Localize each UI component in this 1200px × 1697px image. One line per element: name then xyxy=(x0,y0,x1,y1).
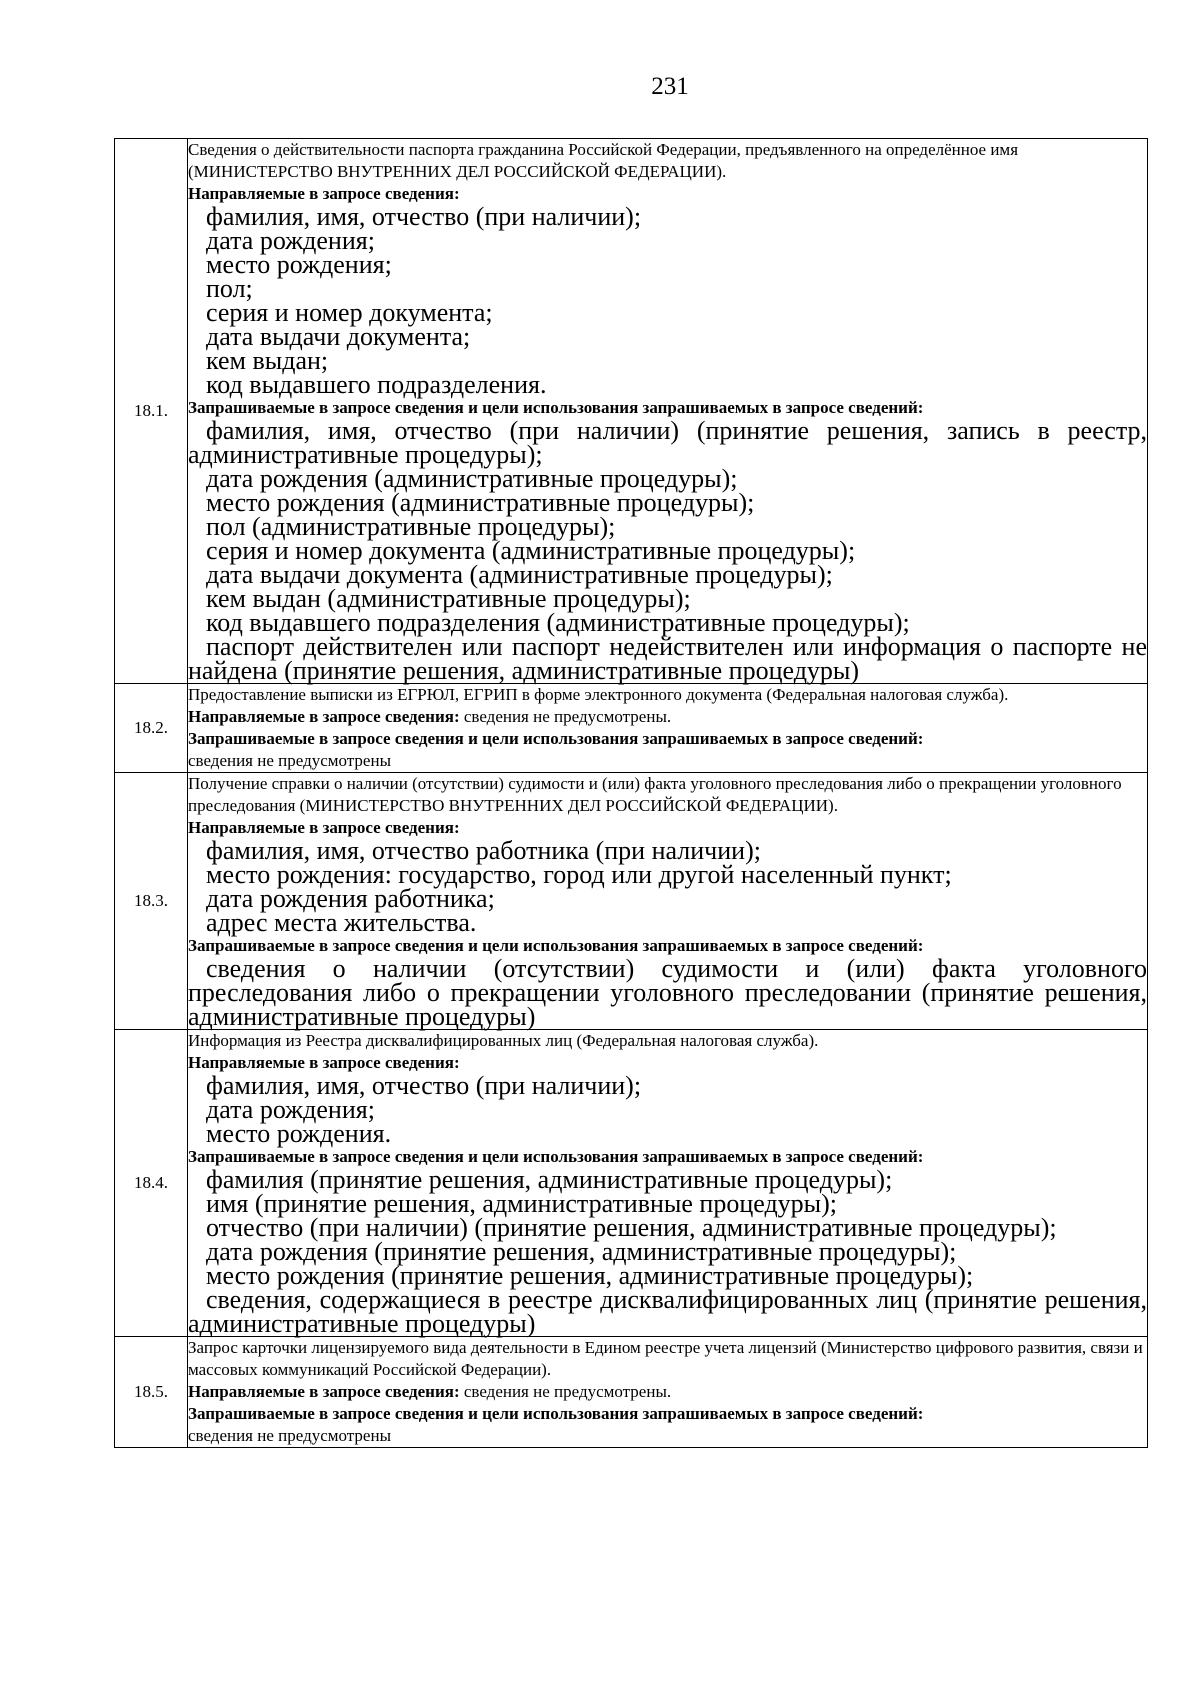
row-number: 18.1. xyxy=(115,139,188,684)
list-item: кем выдан (административные процедуры); xyxy=(206,584,691,613)
list-item: отчество (при наличии) (принятие решения, административные процедуры); xyxy=(206,1213,1057,1242)
list-item: кем выдан; xyxy=(206,346,329,375)
requested-label: Запрашиваемые в запросе сведения и цели использования запрашиваемых в запросе сведений: xyxy=(188,398,924,417)
list-item: дата рождения (административные процедуры); xyxy=(206,464,738,493)
list-item: дата рождения (принятие решения, административные процедуры); xyxy=(206,1237,957,1266)
list-item: фамилия, имя, отчество (при наличии); xyxy=(206,1071,642,1100)
sent-line xyxy=(188,706,1147,728)
sent-note: сведения не предусмотрены. xyxy=(463,707,672,726)
service-title: Запрос карточки лицензируемого вида деятельности в Едином реестре учета лицензий (Министерство цифрового развития, связи и массовых коммуникаций Российской Федерации). xyxy=(188,1338,1143,1379)
list-item: место рождения (принятие решения, административные процедуры); xyxy=(206,1261,974,1290)
row-number: 18.2. xyxy=(115,684,188,773)
requested-label: Запрашиваемые в запросе сведения и цели использования запрашиваемых в запросе сведений: xyxy=(188,936,924,955)
list-item: фамилия (принятие решения, административные процедуры); xyxy=(206,1165,893,1194)
list-item: место рождения (административные процедуры); xyxy=(206,488,755,517)
list-item: пол (административные процедуры); xyxy=(206,512,616,541)
list-item: сведения, содержащиеся в реестре дисквалифицированных лиц (принятие решения, административные процедуры) xyxy=(188,1285,1147,1338)
list-item: фамилия, имя, отчество (при наличии) (принятие решения, запись в реестр, административные процедуры); xyxy=(188,416,1147,469)
services-table xyxy=(114,138,1148,1448)
table-row xyxy=(115,1030,1148,1337)
table-row xyxy=(115,684,1148,773)
requested-label: Запрашиваемые в запросе сведения и цели использования запрашиваемых в запросе сведений: xyxy=(188,729,924,748)
requested-note: сведения не предусмотрены xyxy=(188,1426,391,1445)
sent-label: Направляемые в запросе сведения: xyxy=(188,184,460,203)
row-number: 18.4. xyxy=(115,1030,188,1337)
service-title: Информация из Реестра дисквалифицированных лиц (Федеральная налоговая служба). xyxy=(188,1031,819,1050)
row-number: 18.3. xyxy=(115,773,188,1030)
list-item: адрес места жительства. xyxy=(206,908,477,937)
requested-note: сведения не предусмотрены xyxy=(188,751,391,770)
table-row xyxy=(115,773,1148,1030)
list-item: дата выдачи документа; xyxy=(206,322,471,351)
list-item: серия и номер документа; xyxy=(206,298,493,327)
list-item: дата рождения; xyxy=(206,1095,375,1124)
list-item: сведения о наличии (отсутствии) судимости и (или) факта уголовного преследования либо о прекращении уголовного преследовании (принятие решения, административные процедуры) xyxy=(188,954,1147,1031)
sent-label: Направляемые в запросе сведения: xyxy=(188,1053,460,1072)
requested-label: Запрашиваемые в запросе сведения и цели использования запрашиваемых в запросе сведений: xyxy=(188,1404,924,1423)
list-item: код выдавшего подразделения (административные процедуры); xyxy=(206,608,910,637)
list-item: фамилия, имя, отчество работника (при наличии); xyxy=(206,836,761,865)
sent-line xyxy=(188,1381,1147,1403)
row-number: 18.5. xyxy=(115,1337,188,1448)
row-content xyxy=(188,684,1148,773)
row-content xyxy=(188,139,1148,684)
list-item: место рождения: государство, город или другой населенный пункт; xyxy=(206,860,952,889)
list-item: фамилия, имя, отчество (при наличии); xyxy=(206,202,642,231)
list-item: паспорт действителен или паспорт недействителен или информация о паспорте не найдена (принятие решения, административные процедуры) xyxy=(188,632,1147,685)
list-item: дата рождения работника; xyxy=(206,884,495,913)
sent-label: Направляемые в запросе сведения: xyxy=(188,1382,460,1401)
row-content xyxy=(188,1337,1148,1448)
sent-note: сведения не предусмотрены. xyxy=(463,1382,672,1401)
list-item: пол; xyxy=(206,274,253,303)
list-item: дата рождения; xyxy=(206,226,375,255)
service-title: Предоставление выписки из ЕГРЮЛ, ЕГРИП в форме электронного документа (Федеральная налоговая служба). xyxy=(188,685,1009,704)
sent-label: Направляемые в запросе сведения: xyxy=(188,818,460,837)
list-item: имя (принятие решения, административные процедуры); xyxy=(206,1189,838,1218)
requested-label: Запрашиваемые в запросе сведения и цели использования запрашиваемых в запросе сведений: xyxy=(188,1147,924,1166)
sent-label: Направляемые в запросе сведения: xyxy=(188,707,460,726)
list-item: серия и номер документа (административные процедуры); xyxy=(206,536,856,565)
service-title: Получение справки о наличии (отсутствии) судимости и (или) факта уголовного преследования либо о прекращении уголовного преследования (МИНИСТЕРСТВО ВНУТРЕННИХ ДЕЛ РОССИЙСКОЙ ФЕДЕРАЦИИ). xyxy=(188,774,1122,815)
service-title: Сведения о действительности паспорта гражданина Российской Федерации, предъявленного на определённое имя (МИНИСТЕРСТВО ВНУТРЕННИХ ДЕЛ РОССИЙСКОЙ ФЕДЕРАЦИИ). xyxy=(188,140,1019,181)
page-number: 231 xyxy=(651,73,689,100)
list-item: место рождения. xyxy=(206,1119,392,1148)
list-item: место рождения; xyxy=(206,250,392,279)
row-content xyxy=(188,1030,1148,1337)
row-content xyxy=(188,773,1148,1030)
list-item: код выдавшего подразделения. xyxy=(206,370,547,399)
table-row xyxy=(115,139,1148,684)
list-item: дата выдачи документа (административные процедуры); xyxy=(206,560,833,589)
table-row xyxy=(115,1337,1148,1448)
